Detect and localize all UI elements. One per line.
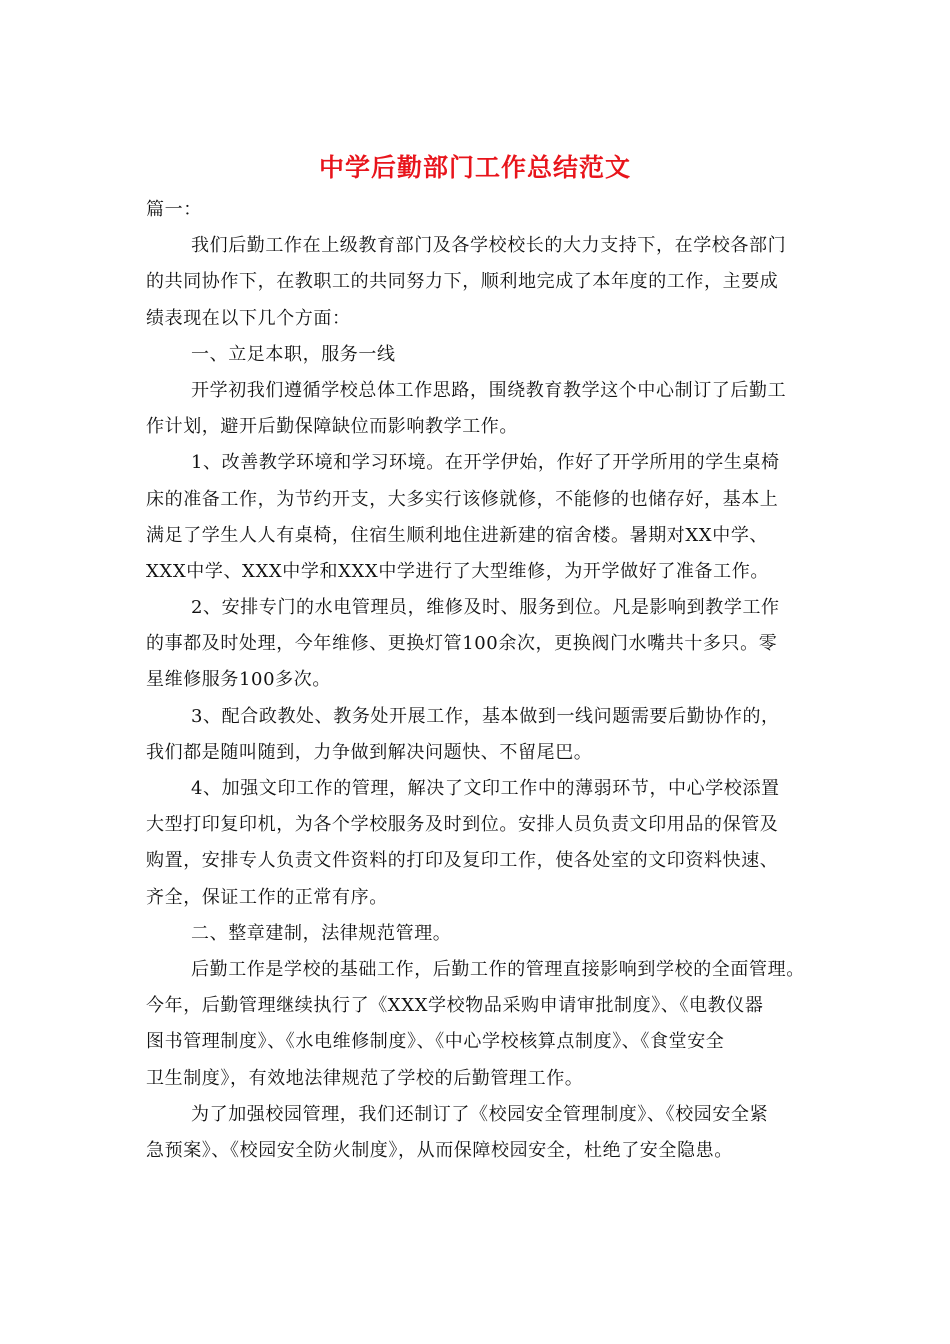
text-line: XXX中学、XXX中学和XXX中学进行了大型维修，为开学做好了准备工作。: [146, 560, 769, 582]
text-line: 的事都及时处理，今年维修、更换灯管100余次，更换阀门水嘴共十多只。零: [146, 633, 778, 655]
text-line: 2、安排专门的水电管理员，维修及时、服务到位。凡是影响到教学工作: [191, 597, 780, 619]
text-line: 我们都是随叫随到，力争做到解决问题快、不留尾巴。: [146, 741, 593, 763]
text-line: 1、改善教学环境和学习环境。在开学伊始，作好了开学所用的学生桌椅: [191, 452, 780, 474]
text-line: 后勤工作是学校的基础工作，后勤工作的管理直接影响到学校的全面管理。: [191, 958, 805, 980]
text-line: 开学初我们遵循学校总体工作思路，围绕教育教学这个中心制订了后勤工: [191, 379, 787, 401]
text-line: 作计划，避开后勤保障缺位而影响教学工作。: [146, 416, 518, 438]
text-line: 齐全，保证工作的正常有序。: [146, 886, 388, 908]
text-line: 急预案》、《校园安全防火制度》，从而保障校园安全，杜绝了安全隐患。: [146, 1139, 733, 1161]
text-line: 一、立足本职，服务一线: [191, 343, 396, 365]
text-line: 今年，后勤管理继续执行了《XXX学校物品采购申请审批制度》、《电教仪器: [146, 995, 764, 1017]
text-line: 3、配合政教处、教务处开展工作，基本做到一线问题需要后勤协作的，: [191, 705, 780, 727]
text-line: 篇一：: [146, 199, 202, 220]
document-body: [146, 192, 812, 1169]
text-line: 绩表现在以下几个方面：: [146, 307, 351, 329]
text-line: 的共同协作下，在教职工的共同努力下，顺利地完成了本年度的工作，主要成: [146, 271, 779, 293]
text-line: 大型打印复印机，为各个学校服务及时到位。安排人员负责文印用品的保管及: [146, 814, 779, 836]
text-line: 为了加强校园管理，我们还制订了《校园安全管理制度》、《校园安全紧: [191, 1103, 769, 1125]
text-line: 图书管理制度》、《水电维修制度》、《中心学校核算点制度》、《食堂安全: [146, 1031, 725, 1053]
text-line: 满足了学生人人有桌椅，住宿生顺利地住进新建的宿舍楼。暑期对XX中学、: [146, 524, 769, 546]
text-line: 4、加强文印工作的管理，解决了文印工作中的薄弱环节，中心学校添置: [191, 778, 780, 799]
document-title: 中学后勤部门工作总结范文: [318, 153, 631, 182]
text-line: 床的准备工作，为节约开支，大多实行该修就修，不能修的也储存好，基本上: [146, 488, 779, 510]
text-line: 星维修服务100多次。: [146, 669, 331, 691]
text-line: 卫生制度》，有效地法律规范了学校的后勤管理工作。: [146, 1067, 584, 1089]
text-line: 购置，安排专人负责文件资料的打印及复印工作，使各处室的文印资料快速、: [146, 850, 779, 872]
text-line: 我们后勤工作在上级教育部门及各学校校长的大力支持下，在学校各部门: [191, 235, 787, 257]
text-line: 二、整章建制，法律规范管理。: [191, 922, 452, 944]
